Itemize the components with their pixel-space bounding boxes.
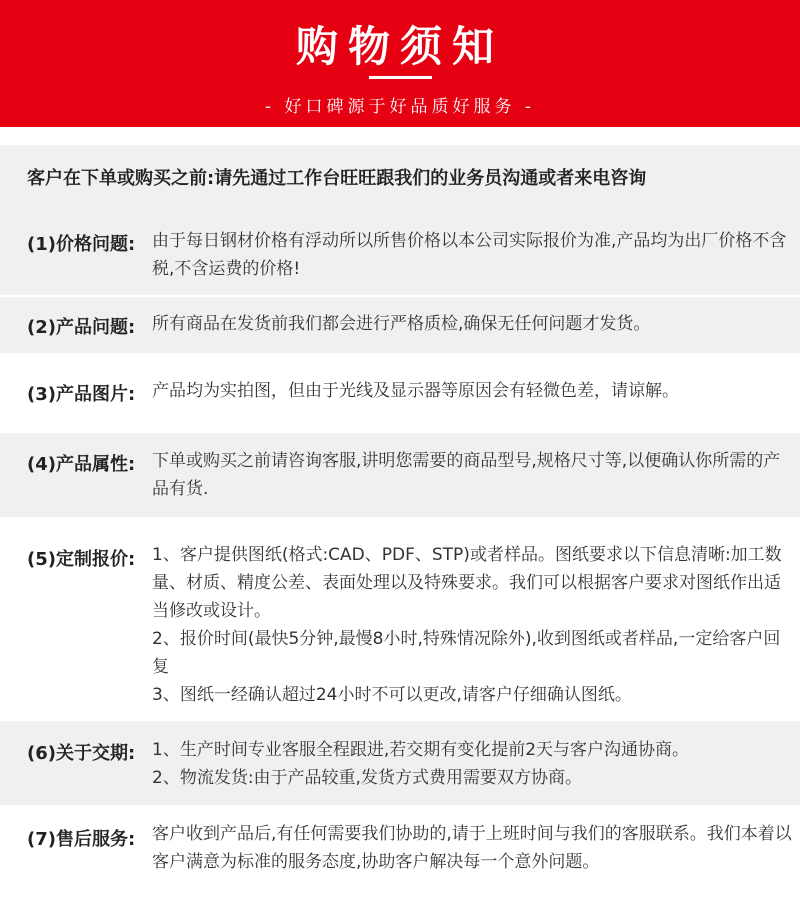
page-subtitle: - 好口碑源于好品质好服务 - [264, 97, 536, 117]
item-product [0, 297, 800, 353]
header-banner [0, 0, 800, 127]
item-line: 由于每日钢材价格有浮动所以所售价格以本公司实际报价为准,产品均为出厂价格不含税,不含运费的价格! [152, 231, 787, 279]
item-text [152, 447, 792, 503]
item-line: 2、报价时间(最快5分钟,最慢8小时,特殊情况除外),收到图纸或者样品,一定给客户回复 [152, 629, 781, 677]
title-underline [369, 76, 432, 79]
item-line: 下单或购买之前请咨询客服,讲明您需要的商品型号,规格尺寸等,以便确认你所需的产品有货. [152, 451, 781, 499]
item-custom-quote [0, 528, 800, 718]
item-price [0, 213, 800, 295]
intro-bar [0, 145, 800, 213]
item-text [152, 820, 792, 876]
item-after-sales [0, 812, 800, 919]
item-label: (2)产品问题: [27, 317, 136, 338]
item-label: (7)售后服务: [27, 829, 136, 850]
item-images [0, 362, 800, 426]
item-line: 3、图纸一经确认超过24小时不可以更改,请客户仔细确认图纸。 [152, 685, 632, 705]
item-line: 1、客户提供图纸(格式:CAD、PDF、STP)或者样品。图纸要求以下信息清晰:加工数量、材质、精度公差、表面处理以及特殊要求。我们可以根据客户要求对图纸作出适当修改或设计。 [152, 545, 782, 621]
item-delivery [0, 721, 800, 805]
item-text [152, 227, 792, 283]
item-attributes [0, 433, 800, 517]
item-label: (3)产品图片: [27, 384, 136, 405]
item-label: (4)产品属性: [27, 454, 136, 475]
page-title: 购物须知 [295, 22, 504, 71]
item-line: 1、生产时间专业客服全程跟进,若交期有变化提前2天与客户沟通协商。 [152, 740, 690, 760]
item-line: 产品均为实拍图，但由于光线及显示器等原因会有轻微色差，请谅解。 [152, 381, 679, 401]
item-label: (1)价格问题: [27, 234, 136, 255]
intro-text: 客户在下单或购买之前:请先通过工作台旺旺跟我们的业务员沟通或者来电咨询 [27, 168, 647, 189]
item-label: (6)关于交期: [27, 743, 136, 764]
item-label: (5)定制报价: [27, 549, 136, 570]
item-text [152, 736, 792, 792]
item-line: 客户收到产品后,有任何需要我们协助的,请于上班时间与我们的客服联系。我们本着以客户满意为标准的服务态度,协助客户解决每一个意外问题。 [152, 824, 792, 872]
item-line: 2、物流发货:由于产品较重,发货方式费用需要双方协商。 [152, 768, 582, 788]
item-text [152, 377, 792, 405]
item-line: 所有商品在发货前我们都会进行严格质检,确保无任何问题才发货。 [152, 314, 651, 334]
item-text [152, 310, 792, 338]
item-text [152, 541, 792, 709]
